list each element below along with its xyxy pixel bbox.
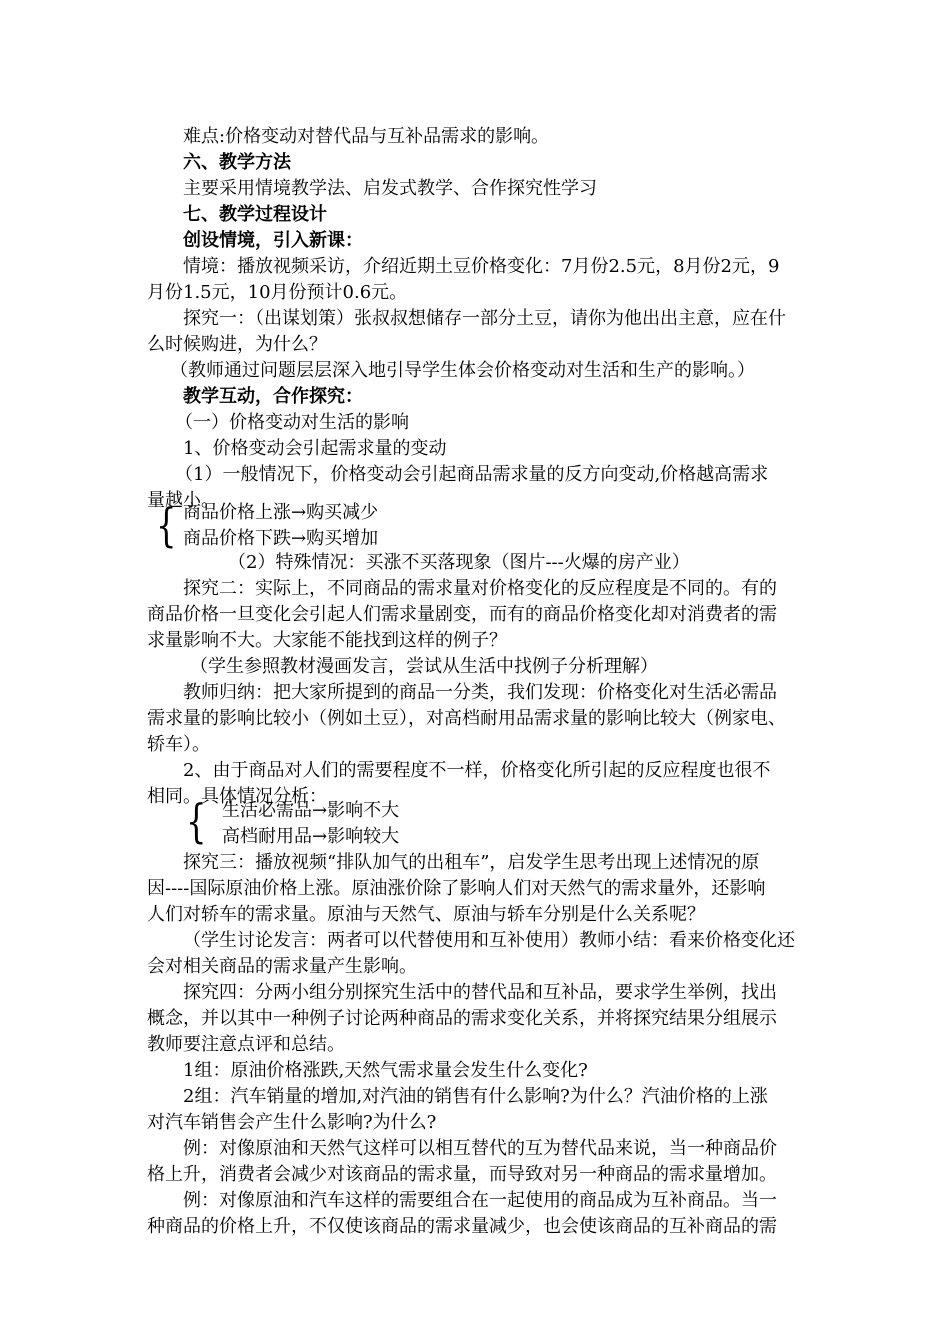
paragraph-line: 月份1.5元，10月份预计0.6元。 (147, 282, 408, 303)
paragraph-line: 情境：播放视频采访，介绍近期土豆价格变化：7月份2.5元，8月份2元，9 (183, 256, 780, 277)
paragraph-line: （2）特殊情况：买涨不买落现象（图片---火爆的房产业） (228, 552, 690, 573)
left-brace-icon: { (156, 498, 177, 552)
paragraph-line: 1、价格变动会引起需求量的变动 (183, 438, 447, 459)
paragraph-line: 求量影响不大。大家能不能找到这样的例子？ (147, 630, 507, 651)
left-brace-icon: { (186, 794, 207, 848)
paragraph-line: 对汽车销售会产生什么影响?为什么? (147, 1112, 437, 1133)
list-item: 商品价格下跌→购买增加 (183, 528, 379, 549)
paragraph-line: 商品价格一旦变化会引起人们需求量剧变，而有的商品价格变化却对消费者的需 (147, 604, 777, 625)
subheading-interaction: 教学互动，合作探究： (183, 386, 363, 407)
subheading-intro: 创设情境，引入新课： (183, 230, 363, 251)
paragraph-line: （学生参照教材漫画发言，尝试从生活中找例子分析理解） (190, 656, 658, 677)
paragraph-line: 种商品的价格上升，不仅使该商品的需求量减少，也会使该商品的互补商品的需 (147, 1216, 777, 1237)
difficulty-line: 难点:价格变动对替代品与互补品需求的影响。 (183, 126, 550, 147)
paragraph-line: 2、由于商品对人们的需要程度不一样，价格变化所引起的反应程度也很不 (183, 760, 771, 781)
paragraph-line: 概念，并以其中一种例子讨论两种商品的需求变化关系，并将探究结果分组展示 (147, 1008, 777, 1029)
paragraph-line: 2组：汽车销量的增加,对汽油的销售有什么影响?为什么？汽油价格的上涨 (183, 1086, 768, 1107)
paragraph-line: 格上升，消费者会减少对该商品的需求量，而导致对另一种商品的需求量增加。 (147, 1164, 777, 1185)
section-heading-process: 七、教学过程设计 (183, 204, 327, 225)
list-item: 生活必需品→影响不大 (222, 800, 400, 821)
list-item: 高档耐用品→影响较大 (222, 826, 400, 847)
paragraph-line: 么时候购进，为什么？ (147, 334, 327, 355)
paragraph-line: 探究二：实际上，不同商品的需求量对价格变化的反应程度是不同的。有的 (183, 578, 777, 599)
paragraph-line: 需求量的影响比较小（例如土豆），对高档耐用品需求量的影响比较大（例家电、 (147, 708, 786, 729)
paragraph-line: 人们对轿车的需求量。原油与天然气、原油与轿车分别是什么关系呢？ (147, 904, 705, 925)
paragraph-line: 1组：原油价格涨跌,天然气需求量会发生什么变化? (183, 1060, 588, 1081)
paragraph-line: 会对相关商品的需求量产生影响。 (147, 956, 417, 977)
paragraph-line: （学生讨论发言：两者可以代替使用和互补使用）教师小结：看来价格变化还 (183, 930, 795, 951)
paragraph-line: 轿车）。 (147, 734, 210, 755)
paragraph-line: （1）一般情况下，价格变动会引起商品需求量的反方向变动,价格越高需求 (175, 464, 769, 485)
paragraph-line: 教师要注意点评和总结。 (147, 1034, 345, 1055)
list-item: 商品价格上涨→购买减少 (183, 502, 379, 523)
paragraph-line: 相同。具体情况分析： (147, 786, 327, 807)
paragraph-line: 例：对像原油和汽车这样的需要组合在一起使用的商品成为互补商品。当一 (183, 1190, 777, 1211)
paragraph-line: （教师通过问题层层深入地引导学生体会价格变动对生活和生产的影响。） (170, 360, 755, 381)
section-heading-methods: 六、教学方法 (183, 152, 291, 173)
paragraph-line: 量越小。 (147, 490, 219, 511)
paragraph-line: 因----国际原油价格上涨。原油涨价除了影响人们对天然气的需求量外，还影响 (147, 878, 766, 899)
paragraph-line: 例：对像原油和天然气这样可以相互替代的互为替代品来说，当一种商品价 (183, 1138, 777, 1159)
methods-text: 主要采用情境教学法、启发式教学、合作探究性学习 (183, 178, 597, 199)
paragraph-line: 教师归纳：把大家所提到的商品一分类，我们发现：价格变化对生活必需品 (183, 682, 777, 703)
paragraph-line: 探究三：播放视频“排队加气的出租车”，启发学生思考出现上述情况的原 (183, 852, 760, 873)
paragraph-line: 探究一：（出谋划策）张叔叔想储存一部分土豆，请你为他出出主意，应在什 (183, 308, 786, 329)
paragraph-line: 探究四：分两小组分别探究生活中的替代品和互补品，要求学生举例，找出 (183, 982, 777, 1003)
paragraph-line: （一）价格变动对生活的影响 (175, 412, 409, 433)
